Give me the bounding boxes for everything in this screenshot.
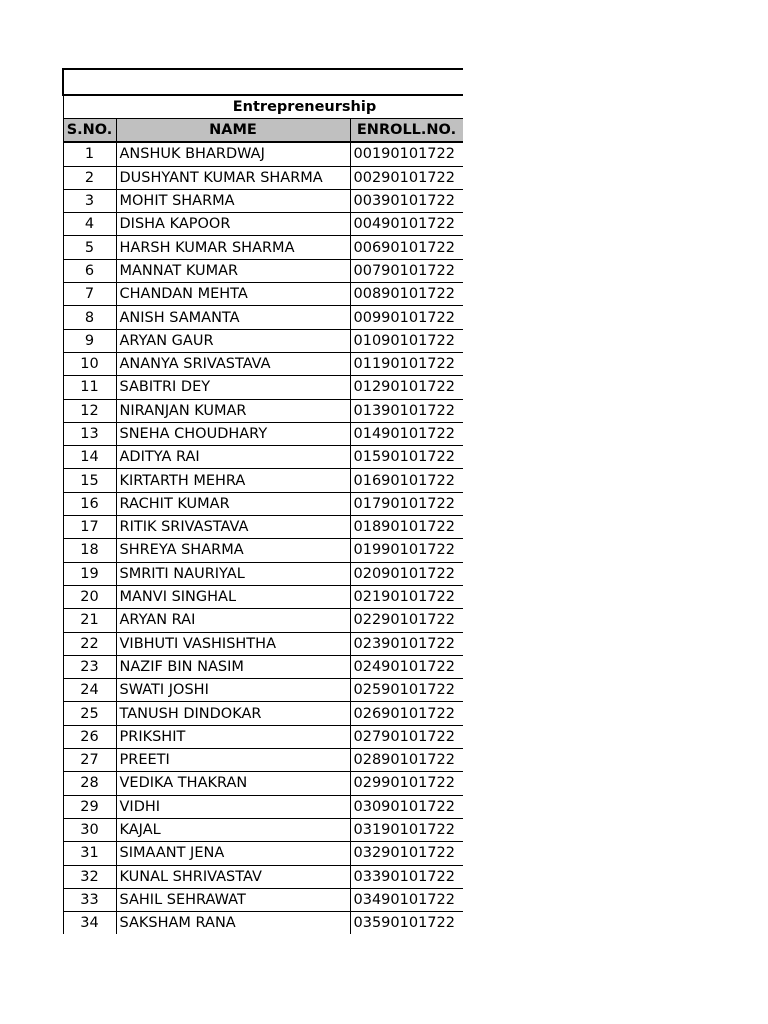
table-row xyxy=(63,609,463,632)
table-row xyxy=(63,632,463,655)
cell-sno: 25 xyxy=(63,702,116,725)
cell-sno: 9 xyxy=(63,329,116,352)
cell-sno: 26 xyxy=(63,725,116,748)
table-row xyxy=(63,842,463,865)
table-row xyxy=(63,259,463,282)
cell-enroll: 02890101722 xyxy=(350,749,463,772)
cell-name: KIRTARTH MEHRA xyxy=(116,469,350,492)
table-row xyxy=(63,679,463,702)
cell-name: MANVI SINGHAL xyxy=(116,585,350,608)
cell-enroll: 00490101722 xyxy=(350,213,463,236)
cell-name: DUSHYANT KUMAR SHARMA xyxy=(116,166,350,189)
cell-sno: 12 xyxy=(63,399,116,422)
attendance-sheet xyxy=(62,68,463,934)
cell-sno: 31 xyxy=(63,842,116,865)
cell-name: DISHA KAPOOR xyxy=(116,213,350,236)
table-row xyxy=(63,818,463,841)
cell-sno: 11 xyxy=(63,376,116,399)
cell-enroll: 01490101722 xyxy=(350,422,463,445)
table-row xyxy=(63,888,463,911)
table-row xyxy=(63,795,463,818)
cell-sno: 18 xyxy=(63,539,116,562)
cell-enroll: 01190101722 xyxy=(350,352,463,375)
cell-name: SWATI JOSHI xyxy=(116,679,350,702)
cell-enroll: 00990101722 xyxy=(350,306,463,329)
sheet-title xyxy=(63,69,463,95)
table-row xyxy=(63,865,463,888)
cell-name: ARYAN GAUR xyxy=(116,329,350,352)
cell-name: SABITRI DEY xyxy=(116,376,350,399)
cell-sno: 30 xyxy=(63,818,116,841)
cell-sno: 14 xyxy=(63,446,116,469)
cell-sno: 6 xyxy=(63,259,116,282)
cell-enroll: 01690101722 xyxy=(350,469,463,492)
cell-sno: 29 xyxy=(63,795,116,818)
cell-enroll: 02590101722 xyxy=(350,679,463,702)
table-row xyxy=(63,306,463,329)
cell-sno: 32 xyxy=(63,865,116,888)
cell-sno: 3 xyxy=(63,189,116,212)
cell-enroll: 03290101722 xyxy=(350,842,463,865)
cell-enroll: 01590101722 xyxy=(350,446,463,469)
cell-name: PREETI xyxy=(116,749,350,772)
cell-enroll: 01890101722 xyxy=(350,516,463,539)
cell-name: ANSHUK BHARDWAJ xyxy=(116,142,350,166)
cell-sno: 24 xyxy=(63,679,116,702)
cell-sno: 5 xyxy=(63,236,116,259)
table-row xyxy=(63,772,463,795)
cell-name: PRIKSHIT xyxy=(116,725,350,748)
cell-name: VEDIKA THAKRAN xyxy=(116,772,350,795)
title-row xyxy=(63,69,463,95)
table-row xyxy=(63,725,463,748)
cell-sno: 1 xyxy=(63,142,116,166)
cell-name: TANUSH DINDOKAR xyxy=(116,702,350,725)
table-row xyxy=(63,912,463,934)
cell-sno: 21 xyxy=(63,609,116,632)
table-row xyxy=(63,446,463,469)
table-row xyxy=(63,142,463,166)
cell-name: SHREYA SHARMA xyxy=(116,539,350,562)
cell-sno: 13 xyxy=(63,422,116,445)
table-row xyxy=(63,562,463,585)
cell-enroll: 00790101722 xyxy=(350,259,463,282)
cell-sno: 7 xyxy=(63,283,116,306)
table-row xyxy=(63,283,463,306)
table-row xyxy=(63,352,463,375)
cell-enroll: 03390101722 xyxy=(350,865,463,888)
student-table xyxy=(62,68,463,934)
cell-enroll: 00690101722 xyxy=(350,236,463,259)
cell-name: SIMAANT JENA xyxy=(116,842,350,865)
cell-sno: 33 xyxy=(63,888,116,911)
cell-sno: 27 xyxy=(63,749,116,772)
cell-name: KAJAL xyxy=(116,818,350,841)
table-row xyxy=(63,492,463,515)
cell-enroll: 02090101722 xyxy=(350,562,463,585)
cell-enroll: 01390101722 xyxy=(350,399,463,422)
cell-enroll: 02490101722 xyxy=(350,655,463,678)
cell-sno: 8 xyxy=(63,306,116,329)
cell-enroll: 02290101722 xyxy=(350,609,463,632)
table-row xyxy=(63,189,463,212)
cell-name: SNEHA CHOUDHARY xyxy=(116,422,350,445)
cell-name: NAZIF BIN NASIM xyxy=(116,655,350,678)
table-row xyxy=(63,469,463,492)
header-sno: S.NO. xyxy=(63,119,116,143)
table-row xyxy=(63,516,463,539)
cell-enroll: 00890101722 xyxy=(350,283,463,306)
subject-row xyxy=(63,95,463,119)
cell-sno: 15 xyxy=(63,469,116,492)
table-row xyxy=(63,539,463,562)
cell-name: ANANYA SRIVASTAVA xyxy=(116,352,350,375)
table-row xyxy=(63,213,463,236)
table-row xyxy=(63,422,463,445)
cell-enroll: 01990101722 xyxy=(350,539,463,562)
cell-sno: 4 xyxy=(63,213,116,236)
cell-enroll: 01290101722 xyxy=(350,376,463,399)
table-row xyxy=(63,655,463,678)
cell-enroll: 00290101722 xyxy=(350,166,463,189)
cell-sno: 23 xyxy=(63,655,116,678)
table-row xyxy=(63,399,463,422)
cell-name: HARSH KUMAR SHARMA xyxy=(116,236,350,259)
table-row xyxy=(63,329,463,352)
cell-enroll: 00190101722 xyxy=(350,142,463,166)
cell-name: SMRITI NAURIYAL xyxy=(116,562,350,585)
cell-name: RACHIT KUMAR xyxy=(116,492,350,515)
header-name: NAME xyxy=(116,119,350,143)
cell-enroll: 02990101722 xyxy=(350,772,463,795)
cell-enroll: 02690101722 xyxy=(350,702,463,725)
cell-name: ARYAN RAI xyxy=(116,609,350,632)
table-row xyxy=(63,585,463,608)
cell-enroll: 03490101722 xyxy=(350,888,463,911)
cell-name: SAKSHAM RANA xyxy=(116,912,350,934)
header-row xyxy=(63,119,463,143)
table-row xyxy=(63,166,463,189)
cell-sno: 16 xyxy=(63,492,116,515)
cell-sno: 28 xyxy=(63,772,116,795)
cell-name: CHANDAN MEHTA xyxy=(116,283,350,306)
cell-enroll: 03590101722 xyxy=(350,912,463,934)
cell-name: NIRANJAN KUMAR xyxy=(116,399,350,422)
cell-enroll: 03190101722 xyxy=(350,818,463,841)
cell-enroll: 01090101722 xyxy=(350,329,463,352)
table-row xyxy=(63,702,463,725)
cell-enroll: 02190101722 xyxy=(350,585,463,608)
cell-sno: 22 xyxy=(63,632,116,655)
cell-name: ADITYA RAI xyxy=(116,446,350,469)
table-row xyxy=(63,376,463,399)
cell-name: MANNAT KUMAR xyxy=(116,259,350,282)
cell-enroll: 02390101722 xyxy=(350,632,463,655)
cell-sno: 17 xyxy=(63,516,116,539)
table-row xyxy=(63,236,463,259)
subject-title: Entrepreneurship xyxy=(63,95,463,119)
cell-sno: 2 xyxy=(63,166,116,189)
cell-enroll: 02790101722 xyxy=(350,725,463,748)
student-rows xyxy=(63,142,463,934)
cell-name: RITIK SRIVASTAVA xyxy=(116,516,350,539)
cell-name: MOHIT SHARMA xyxy=(116,189,350,212)
header-enroll: ENROLL.NO. xyxy=(350,119,463,143)
cell-sno: 10 xyxy=(63,352,116,375)
cell-name: VIDHI xyxy=(116,795,350,818)
cell-sno: 34 xyxy=(63,912,116,934)
table-row xyxy=(63,749,463,772)
cell-enroll: 00390101722 xyxy=(350,189,463,212)
cell-name: SAHIL SEHRAWAT xyxy=(116,888,350,911)
cell-sno: 20 xyxy=(63,585,116,608)
cell-enroll: 03090101722 xyxy=(350,795,463,818)
cell-name: ANISH SAMANTA xyxy=(116,306,350,329)
cell-sno: 19 xyxy=(63,562,116,585)
cell-name: KUNAL SHRIVASTAV xyxy=(116,865,350,888)
cell-enroll: 01790101722 xyxy=(350,492,463,515)
cell-name: VIBHUTI VASHISHTHA xyxy=(116,632,350,655)
